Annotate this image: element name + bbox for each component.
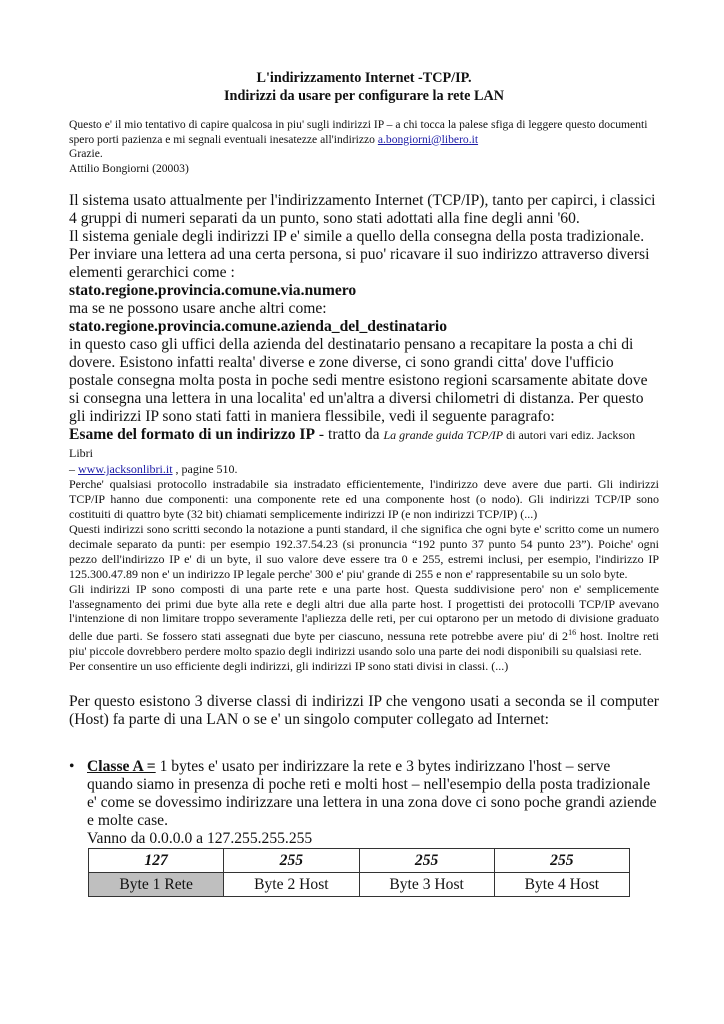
table-cell: 255 — [359, 849, 494, 873]
class-a-description: 1 bytes e' usato per indirizzare la rete e 3 bytes indirizzano l'host – serve quando siamo in presenza di poche reti e molti host – nell'esempio della posta tradizionale e' come se dovessimo indirizzare una lettera in una zona dove ci sono poche grandi aziende e molte case. — [87, 758, 657, 830]
class-a-range: Vanno da 0.0.0.0 a 127.255.255.255 — [87, 830, 313, 848]
class-a-table — [88, 848, 630, 897]
citation-publisher: di autori vari ediz. Jackson Libri — [69, 428, 636, 461]
quote-paragraph — [69, 582, 659, 660]
book-title: La grande guida TCP/IP — [383, 428, 504, 443]
quote-text: host. Inoltre reti piu' piccole dovrebbero perdere molto spazio degli indirizzi usando solo una parte dei nodi disponibili su qualsiasi rete. — [69, 629, 659, 659]
document-title-line1: L'indirizzamento Internet -TCP/IP. — [256, 70, 472, 86]
author-email-link[interactable]: a.bongiorni@libero.it — [377, 132, 479, 146]
table-cell: 255 — [224, 849, 359, 873]
main-body — [69, 192, 659, 426]
citation-url-line — [69, 462, 659, 477]
body-paragraph: in questo caso gli uffici della azienda del destinatario pensano a recapitare la posta a chi di dovere. Esistono infatti realta' diverse e zone diverse, ci sono grandi citta' dove l'ufficio postale consegna molta posta in poche sedi mentre esistono regioni scarsamente abitate dove si consegna una lettera in una localita' ed un'altra a diversi chilometri di distanza. Per questo gli indirizzi IP sono stati fatti in maniera flessibile, vedi il seguente paragrafo: — [69, 336, 648, 426]
intro-text: Questo e' il mio tentativo di capire qualcosa in piu' sugli indirizzi IP – a chi tocca la palese sfiga di leggere questo documenti spero porti pazienza e mi segnali eventuali inesatezze all'indirizzo — [69, 118, 648, 146]
classes-intro: Per questo esistono 3 diverse classi di indirizzi IP che vengono usati a seconda se il computer (Host) fa parte di una LAN o se e' un singolo computer collegato ad Internet: — [69, 693, 659, 729]
table-cell: Byte 2 Host — [224, 873, 359, 897]
jackson-libri-link[interactable]: www.jacksonlibri.it — [78, 462, 173, 477]
quote-paragraph: Per consentire un uso efficiente degli indirizzi, gli indirizzi IP sono stati divisi in classi. (...) — [69, 659, 509, 674]
quote-paragraph: Questi indirizzi sono scritti secondo la notazione a punti standard, il che significa che ogni byte e' scritto come un numero decimale separato da punti: per esempio 192.37.54.23 (si pronuncia “192 punto 37 punto 54 punto 23”). Poiche' ogni pezzo dell'indirizzo IP e' di un byte, il suo valore deve essere tra 0 e 255, estremi inclusi, per esempio, l'indirizzo IP 125.300.47.89 non e' un indirizzo IP legale perche' 300 e' piu' grande di 255 e non e' rappresentabile su un solo byte. — [69, 522, 659, 581]
table-cell: 127 — [89, 849, 224, 873]
table-cell: Byte 1 Rete — [89, 873, 224, 897]
table-cell: 255 — [494, 849, 629, 873]
table-cell: Byte 3 Host — [359, 873, 494, 897]
citation-heading — [69, 426, 659, 462]
body-paragraph: ma se ne possono usare anche altri come: — [69, 300, 327, 318]
address-example-1: stato.regione.provincia.comune.via.numero — [69, 282, 357, 300]
quote-text: Gli indirizzi IP sono composti di una parte rete e una parte host. Questa suddivisione pero' non e' semplicemente l'assegnamento dei primi due byte alla rete e degli altri due alla parte host. I progettisti dei protocolli TCP/IP avevano l'intenzione di non limitare troppo severamente l'apliezza delle reti, per cui optarono per un metodo di divisione graduato delle due parti. Se fossero stati assegnati due byte per ciascuno, nessuna rete potrebbe avere piu' di 2 — [69, 581, 659, 644]
citation-dash: – — [69, 462, 78, 477]
citation-from: - tratto da — [315, 426, 384, 444]
intro-note — [69, 118, 659, 176]
document-page — [69, 0, 659, 897]
table-cell: Byte 4 Host — [494, 873, 629, 897]
citation-pages: , pagine 510. — [172, 462, 238, 477]
class-a-label: Classe A = — [87, 758, 156, 776]
document-title-line2: Indirizzi da usare per configurare la rete LAN — [224, 88, 504, 104]
citation-title: Esame del formato di un indirizzo IP — [69, 426, 316, 444]
intro-author: Attilio Bongiorni (20003) — [69, 161, 189, 175]
quote-paragraph: Perche' qualsiasi protocollo instradabile sia instradato efficientemente, l'indirizzo deve avere due parti. Gli indirizzi TCP/IP hanno due componenti: una componente rete ed una componente host (o nodo). Gli indirizzi TCP/IP sono costituiti di quattro byte (32 bit) chiamati semplicemente indirizzi IP (e non indirizzi TCP/IP) (...) — [69, 477, 659, 522]
body-paragraph: Il sistema usato attualmente per l'indirizzamento Internet (TCP/IP), tanto per capirci, i classici 4 gruppi di numeri separati da un punto, sono stati adottati alla fine degli anni '60. — [69, 192, 656, 228]
table-row — [89, 849, 630, 873]
bullet-icon: • — [69, 758, 75, 776]
intro-thanks: Grazie. — [69, 147, 103, 161]
quoted-excerpt — [69, 477, 659, 674]
address-example-2: stato.regione.provincia.comune.azienda_del_destinatario — [69, 318, 447, 336]
body-paragraph: Il sistema geniale degli indirizzi IP e' simile a quello della consegna della posta tradizionale. Per inviare una lettera ad una certa persona, si puo' ricavare il suo indirizzo attraverso diversi elementi gerarchici come : — [69, 228, 650, 282]
intro-paragraph — [69, 118, 659, 147]
table-row — [89, 873, 630, 897]
exponent: 16 — [568, 628, 577, 638]
class-a-item — [69, 758, 659, 848]
